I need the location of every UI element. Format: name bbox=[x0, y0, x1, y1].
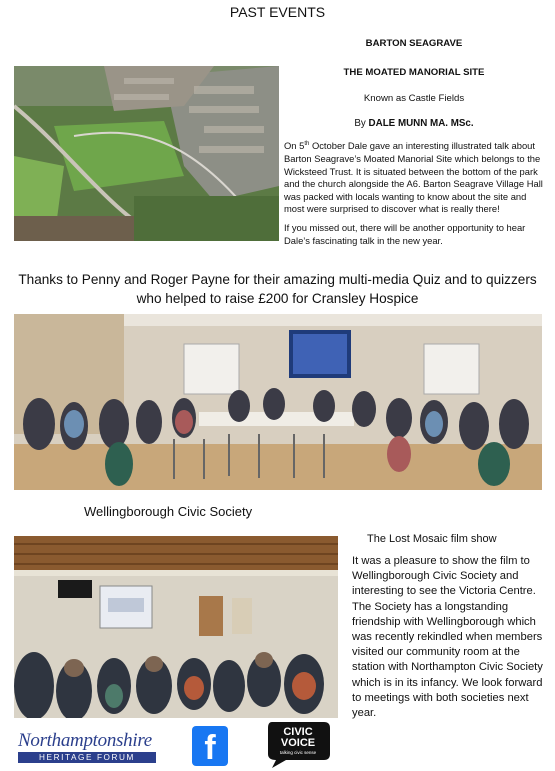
byline-prefix: By bbox=[354, 117, 369, 129]
civic-voice-logo[interactable] bbox=[264, 718, 332, 768]
para1-sup: th bbox=[304, 141, 310, 148]
article-barton-seagrave bbox=[284, 38, 544, 253]
article-byline bbox=[284, 118, 544, 131]
film-show-photo bbox=[14, 536, 338, 718]
facebook-icon[interactable]: f bbox=[192, 726, 228, 766]
byline-name: DALE MUNN MA. MSc. bbox=[368, 117, 474, 129]
article-known-as: Known as Castle Fields bbox=[363, 93, 465, 105]
northamptonshire-heritage-forum-logo[interactable] bbox=[18, 731, 156, 767]
quiz-hall-photo bbox=[14, 314, 542, 490]
aerial-photo bbox=[14, 66, 279, 241]
quiz-thanks-text: Thanks to Penny and Roger Payne for their amazing multi-media Quiz and to quizzers who helped to raise £200 for Cransley Hospice bbox=[18, 272, 537, 306]
civic-voice-tagline: talking civic sense bbox=[279, 750, 317, 755]
para1-prefix: On 5 bbox=[284, 140, 305, 152]
film-show-title: The Lost Mosaic film show bbox=[367, 533, 497, 545]
civic-voice-wordmark bbox=[264, 727, 332, 749]
article-heading-barton: BARTON SEAGRAVE bbox=[365, 38, 463, 49]
civic-society-heading: Wellingborough Civic Society bbox=[84, 504, 253, 519]
nhf-logo-band: HERITAGE FORUM bbox=[18, 752, 156, 763]
nhf-logo-name: Northamptonshire bbox=[18, 730, 152, 751]
article-paragraph-1 bbox=[284, 138, 544, 216]
page-title: PAST EVENTS bbox=[229, 4, 326, 20]
civic-line-1: CIVIC bbox=[283, 726, 313, 738]
article-heading-moated-site: THE MOATED MANORIAL SITE bbox=[343, 66, 485, 78]
article-paragraph-2: If you missed out, there will be another opportunity to hear Dale’s fascinating talk in the new year. bbox=[284, 222, 526, 246]
film-show-body: It was a pleasure to show the film to Wellingborough Civic Society and interesting to see the Victoria Centre. The Society has a longstanding friendship with Wellingborough which was recently rekindled when members visited our community room at the station with Northampton Civic Society which is in its infancy. We look forward to meetings with both societies next year. bbox=[352, 555, 543, 720]
civic-line-2: VOICE bbox=[280, 737, 316, 749]
para1-rest: October Dale gave an interesting illustrated talk about Barton Seagrave’s Moated Manorial Site which belongs to the Wicksteed Trust. It is situated between the bottom of the park and the church alongside the A6. Barton Seagrave Village Hall was packed with locals wanting to know about the site and most were surprised to discover what is really there! bbox=[284, 140, 543, 215]
